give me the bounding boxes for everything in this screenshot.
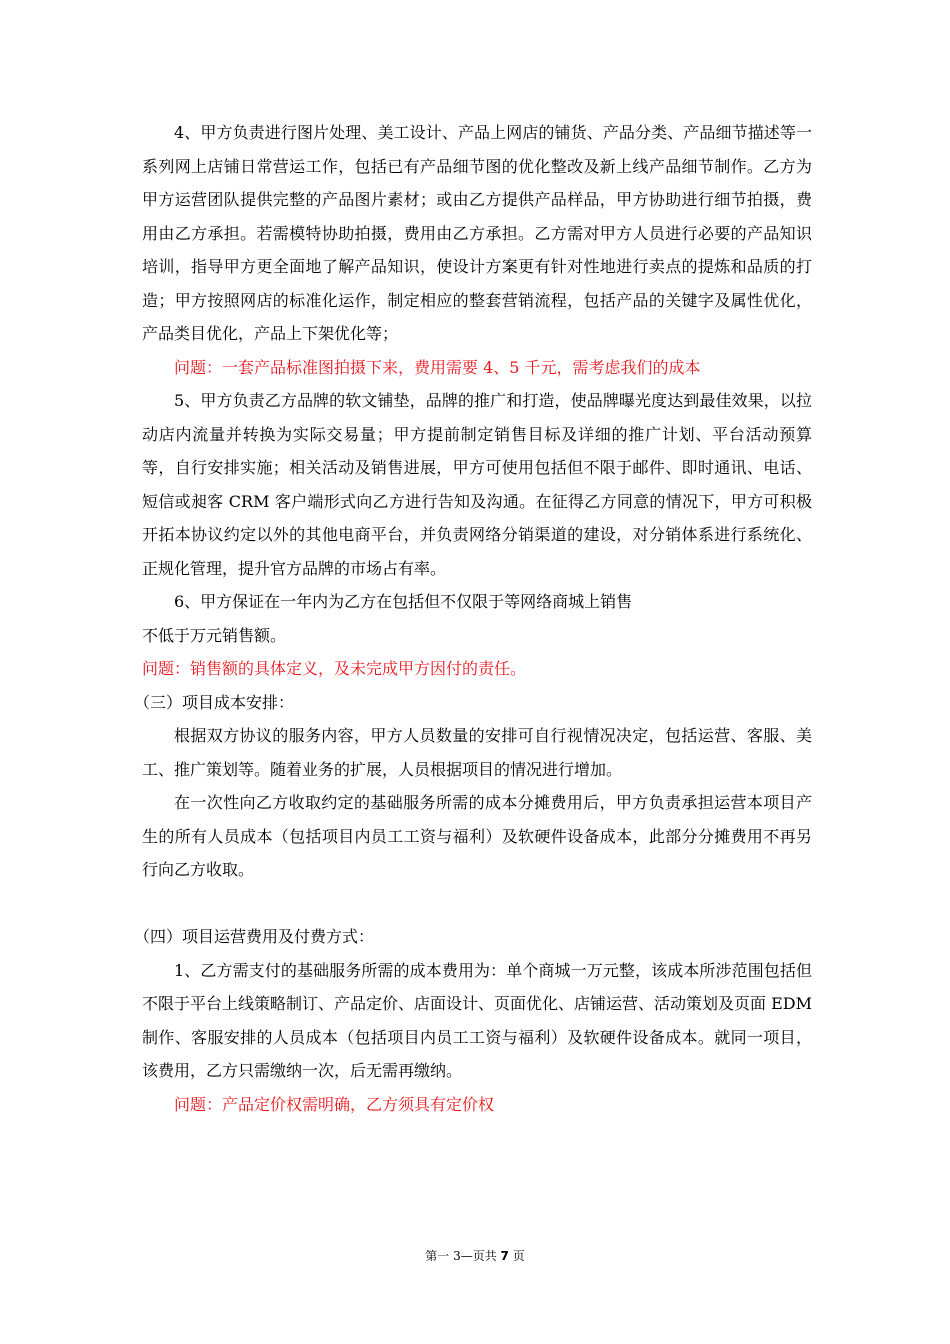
clause-4-paragraph: 4、甲方负责进行图片处理、美工设计、产品上网店的铺货、产品分类、产品细节描述等一系列网上店铺日常营运工作，包括已有产品细节图的优化整改及新上线产品细节制作。乙方为甲方运营团队提供完整的产品图片素材；或由乙方提供产品样品，甲方协助进行细节拍摄，费用由乙方承担。若需模特协助拍摄，费用由乙方承担。乙方需对甲方人员进行必要的产品知识培训，指导甲方更全面地了解产品知识，使设计方案更有针对性地进行卖点的提炼和品质的打造；甲方按照网店的标准化运作，制定相应的整套营销流程，包括产品的关键字及属性优化，产品类目优化，产品上下架优化等； xyxy=(142,123,812,343)
fee-clause-1-paragraph: 1、乙方需支付的基础服务所需的成本费用为：单个商城一万元整，该成本所涉范围包括但不限于平台上线策略制订、产品定价、店面设计、页面优化、店铺运营、活动策划及页面 EDM 制作、客服安排的人员成本（包括项目内员工工资与福利）及软硬件设备成本。就同一项目，该费用，乙方只需缴纳一次，后无需再缴纳。 xyxy=(142,960,812,1080)
footer-suffix: 页 xyxy=(508,1249,525,1263)
blank-line xyxy=(142,887,812,921)
question-note-pricing-right: 问题：产品定价权需明确，乙方须具有定价权 xyxy=(174,1094,495,1114)
clause-6-line-1: 6、甲方保证在一年内为乙方在包括但不仅限于等网络商城上销售 xyxy=(174,592,633,611)
document-body xyxy=(134,116,812,1121)
question-note-photo-cost: 问题：一套产品标准图拍摄下来，费用需要 4、5 千元，需考虑我们的成本 xyxy=(174,357,701,377)
section-3-heading: （三）项目成本安排： xyxy=(134,692,295,712)
footer-total-pages: 7 xyxy=(500,1249,509,1263)
section-4-heading: （四）项目运营费用及付费方式： xyxy=(134,927,375,946)
clause-5-paragraph: 5、甲方负责乙方品牌的软文铺垫，品牌的推广和打造，使品牌曝光度达到最佳效果，以拉动店内流量并转换为实际交易量；甲方提前制定销售目标及详细的推广计划、平台活动预算等，自行安排实施；相关活动及销售进展，甲方可使用包括但不限于邮件、即时通讯、电话、短信或昶客 CRM 客户端形式向乙方进行告知及沟通。在征得乙方同意的情况下，甲方可积极开拓本协议约定以外的其他电商平台，并负责网络分销渠道的建设，对分销体系进行系统化、正规化管理，提升官方品牌的市场占有率。 xyxy=(142,391,812,578)
staffing-paragraph: 根据双方协议的服务内容，甲方人员数量的安排可自行视情况决定，包括运营、客服、美工、推广策划等。随着业务的扩展，人员根据项目的情况进行增加。 xyxy=(142,726,812,779)
clause-6-line-2: 不低于万元销售额。 xyxy=(142,625,287,645)
question-note-sales-definition: 问题：销售额的具体定义，及未完成甲方因付的责任。 xyxy=(142,659,527,678)
page-footer xyxy=(0,1248,950,1264)
cost-sharing-paragraph: 在一次性向乙方收取约定的基础服务所需的成本分摊费用后，甲方负责承担运营本项目产生的所有人员成本（包括项目内员工工资与福利）及软硬件设备成本，此部分分摊费用不再另行向乙方收取。 xyxy=(142,793,812,879)
footer-prefix: 第一 3—页共 xyxy=(425,1249,501,1263)
